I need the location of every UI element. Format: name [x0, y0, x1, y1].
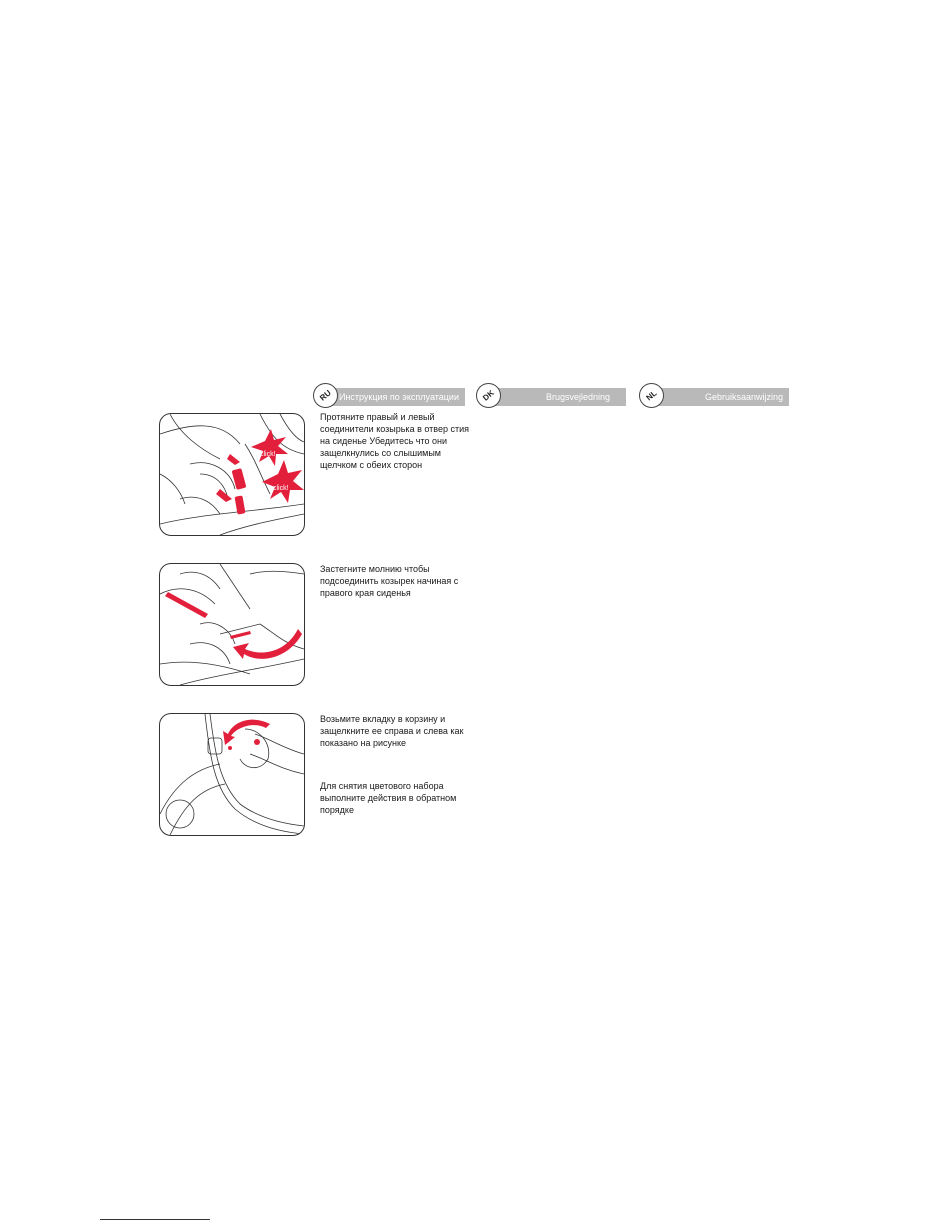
footnote-rule — [100, 1219, 210, 1220]
click-label-2: click! — [273, 485, 289, 492]
step-3-illustration — [159, 713, 305, 836]
header-label-ru: Инструкция по эксплуатации — [338, 392, 459, 402]
step-3-text: Возьмите вкладку в корзину и защелкните ее справа и слева как показано на рисунке — [320, 714, 464, 748]
click-label-1: click! — [260, 451, 276, 458]
step-1-illustration — [159, 413, 305, 536]
step-2-illustration — [159, 563, 305, 686]
header-bar-nl — [646, 388, 789, 406]
header-label-dk: Brugsvejledning — [545, 392, 610, 402]
step-2-text: Застегните молнию чтобы подсоединить козырек начиная с правого края сиденья — [320, 564, 459, 598]
removal-note: Для снятия цветового набора выполните действия в обратном порядке — [320, 781, 457, 815]
language-badge-ru: RU — [313, 383, 338, 408]
header-bar-dk — [483, 388, 626, 406]
language-badge-dk: DK — [476, 383, 501, 408]
language-badge-nl: NL — [639, 383, 664, 408]
header-label-nl: Gebruiksaanwijzing — [704, 392, 783, 402]
step-1-text: Протяните правый и левый соединители козырька в отвер стия на сиденье Убедитесь что они защелкнулись со слышимым щелчком с обеих сторон — [320, 412, 469, 470]
header-bar-ru — [320, 388, 465, 406]
